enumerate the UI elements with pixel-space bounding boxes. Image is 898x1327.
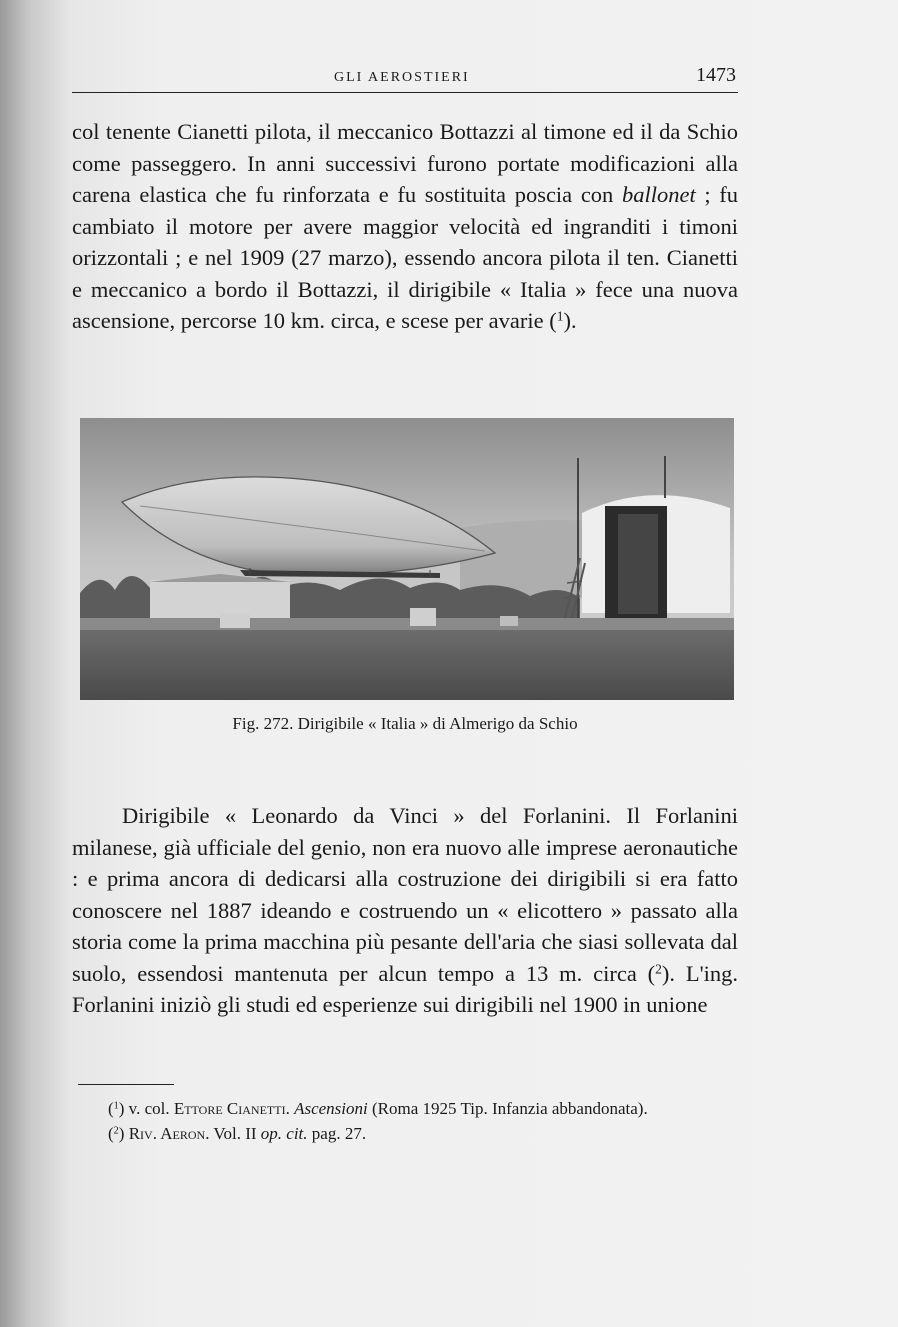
running-title: GLI AEROSTIERI [334, 70, 470, 85]
running-head [72, 62, 738, 93]
footnote-2-post: pag. 27. [307, 1124, 367, 1143]
footnote-2-journal: Riv. Aeron. [128, 1124, 210, 1143]
footnote-2-pre: ) [118, 1124, 129, 1143]
footnote-2 [78, 1121, 746, 1146]
paragraph-1-italic-term: ballonet [621, 182, 696, 207]
paragraph-2-text-b: ). L'ing. Forlanini iniziò gli studi ed esperienze sui dirigibili nel 1900 in unione [72, 960, 738, 1017]
footnote-separator [78, 1084, 174, 1085]
figure-caption: Fig. 272. Dirigibile « Italia » di Almerigo da Schio [232, 714, 578, 733]
footnote-1-pre: ) v. col. [118, 1099, 174, 1118]
paragraph-2-text-a: Dirigibile « Leonardo da Vinci » del Forlanini. Il Forlanini milanese, già ufficiale del genio, non era nuovo alle imprese aeronautiche : e prima ancora di dedicarsi alla costruzione dei dirigibili si era fatto conoscere nel 1887 ideando e costruendo un « elicottero » passato alla storia come la prima macchina più pesante dell'aria che siasi sollevata dal suolo, essendosi mantenuta per alcun tempo a 13 m. circa ( [72, 803, 738, 986]
footnote-1-mark: 1 [113, 1100, 119, 1112]
footnote-ref-1: 1 [556, 308, 564, 324]
paragraph-1-text-c: ). [563, 308, 577, 333]
footnotes [78, 1096, 746, 1146]
footnote-2-open: ( [108, 1124, 114, 1143]
footnote-1-post: (Roma 1925 Tip. Infanzia abbandonata). [367, 1099, 648, 1118]
airship-photo [80, 418, 734, 700]
page-number: 1473 [696, 64, 736, 86]
footnote-1-author: Ettore Cianetti. [173, 1099, 290, 1118]
footnote-ref-2: 2 [655, 961, 662, 977]
footnote-2-mark: 2 [113, 1125, 119, 1137]
footnote-1-title: Ascensioni [294, 1099, 368, 1118]
paragraph-1-text-a: col tenente Cianetti pilota, il meccanico Bottazzi al timone ed il da Schio come passeggero. In anni successivi furono portate modificazioni alla carena elastica che fu rinforzata e fu sostituita poscia con [72, 119, 738, 207]
footnote-2-mid: Vol. II [209, 1124, 261, 1143]
paragraph-2 [72, 800, 738, 1021]
paragraph-1 [72, 116, 738, 337]
footnote-2-italic: op. cit. [260, 1124, 308, 1143]
footnote-1-open: ( [108, 1099, 114, 1118]
paragraph-1-text-b: ; fu cambiato il motore per avere maggior velocità ed ingranditi i timoni orizzontali ; e nel 1909 (27 marzo), essendo ancora pilota il ten. Cianetti e meccanico a bordo il Bottazzi, il dirigibile « Italia » fece una nuova ascensione, percorse 10 km. circa, e scese per avarie ( [72, 182, 738, 333]
footnote-1 [78, 1096, 746, 1121]
